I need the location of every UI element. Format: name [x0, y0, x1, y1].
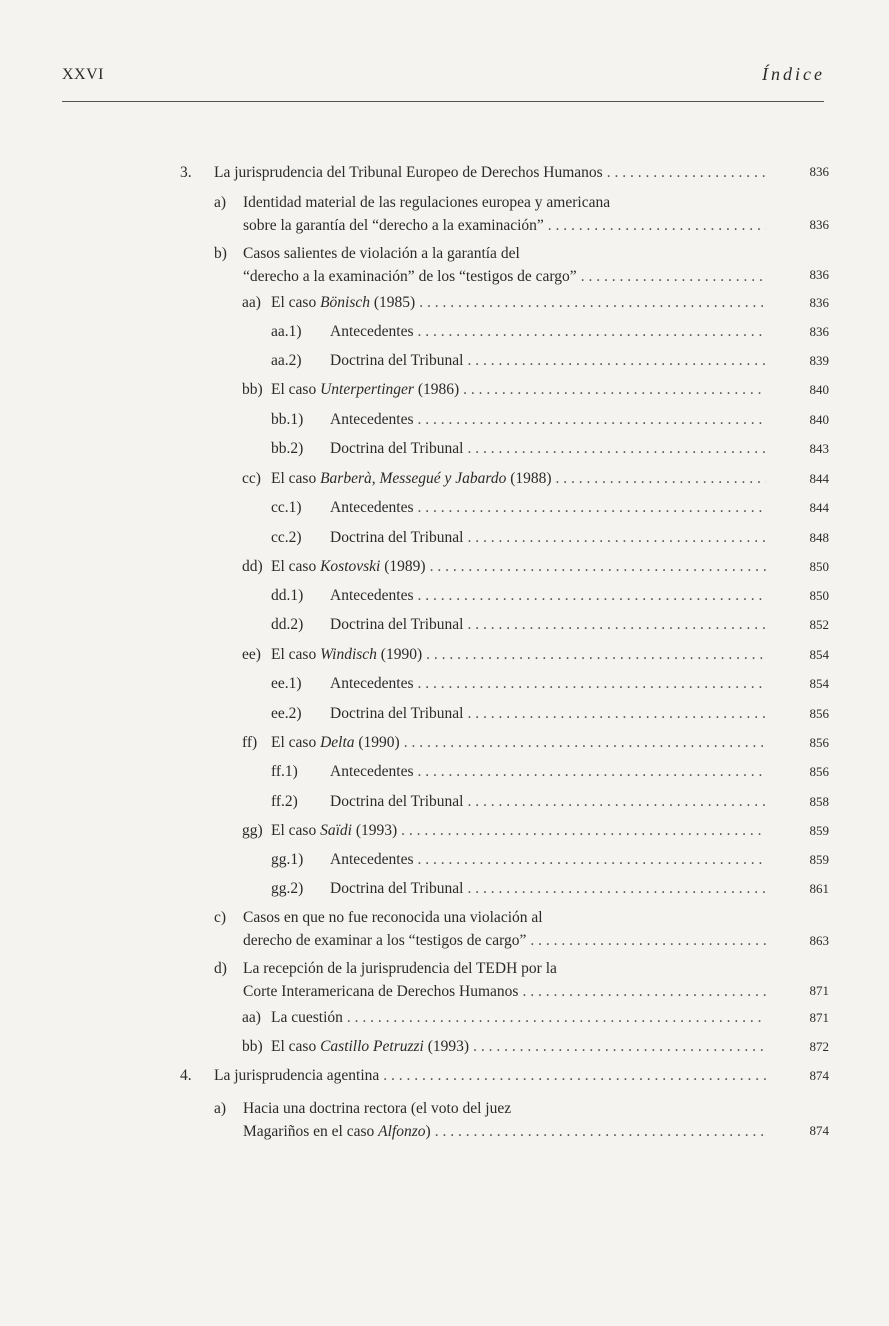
entry-number: aa.2) — [271, 352, 302, 369]
leader-dots — [467, 877, 766, 900]
entry-title: Antecedentes — [330, 411, 414, 428]
page-number: 839 — [809, 353, 829, 368]
toc-entry[interactable] — [242, 731, 770, 754]
leader-dots — [418, 320, 767, 343]
leader-dots — [607, 161, 766, 184]
entry-title: Antecedentes — [330, 323, 414, 340]
entry-title-cont: sobre la garantía del “derecho a la examinación” — [243, 217, 544, 234]
leader-dots — [418, 584, 767, 607]
toc-entry[interactable] — [242, 378, 770, 401]
page-number: 844 — [809, 471, 829, 486]
entry-title: Doctrina del Tribunal — [330, 793, 464, 810]
entry-number: a) — [214, 1100, 227, 1117]
page-number: 854 — [809, 647, 829, 662]
entry-number: d) — [214, 960, 227, 977]
leader-dots — [401, 819, 766, 842]
closing-paren: ) — [425, 1123, 431, 1140]
leader-dots — [467, 437, 766, 460]
entry-number: ee.2) — [271, 705, 302, 722]
entry-number: gg.1) — [271, 851, 304, 868]
entry-title: Doctrina del Tribunal — [330, 616, 464, 633]
page-number: 856 — [809, 764, 829, 779]
leader-dots — [467, 613, 766, 636]
leader-dots — [467, 526, 766, 549]
toc-entry[interactable] — [271, 877, 770, 900]
entry-title: La jurisprudencia agentina — [214, 1067, 380, 1084]
toc-entry[interactable] — [271, 437, 770, 460]
toc-entry[interactable] — [271, 790, 770, 813]
entry-title: Casos en que no fue reconocida una violación al — [243, 909, 543, 926]
toc-entry[interactable] — [271, 760, 770, 783]
case-name: Bönisch — [320, 294, 371, 311]
entry-title: Identidad material de las regulaciones europea y americana — [243, 194, 611, 211]
entry-number: cc.1) — [271, 499, 302, 516]
entry-number: bb.2) — [271, 440, 304, 457]
leader-dots — [467, 702, 766, 725]
case-name: Alfonzo — [378, 1123, 426, 1140]
entry-prefix: El caso — [271, 1038, 317, 1055]
entry-number: aa) — [242, 1009, 261, 1026]
entry-title: Hacia una doctrina rectora (el voto del juez — [243, 1100, 512, 1117]
leader-dots — [418, 408, 767, 431]
entry-title: La cuestión — [271, 1009, 343, 1026]
entry-number: b) — [214, 245, 227, 262]
page-number: 861 — [809, 881, 829, 896]
page-number: 840 — [809, 382, 829, 397]
leader-dots — [522, 980, 766, 1003]
page-number: 836 — [809, 164, 829, 179]
toc-entry[interactable] — [180, 1064, 770, 1087]
entry-title: Antecedentes — [330, 851, 414, 868]
leader-dots — [418, 848, 767, 871]
leader-dots — [556, 467, 766, 490]
toc-entry[interactable] — [271, 496, 770, 519]
leader-dots — [581, 265, 766, 288]
leader-dots — [430, 555, 766, 578]
page-number: 874 — [809, 1123, 829, 1138]
page-number: 840 — [809, 412, 829, 427]
entry-number: dd.2) — [271, 616, 304, 633]
entry-number: dd) — [242, 558, 263, 575]
toc-entry[interactable] — [271, 349, 770, 372]
page-number: 871 — [809, 983, 829, 998]
entry-number: aa) — [242, 294, 261, 311]
entry-number: 3. — [180, 164, 192, 181]
toc-entry[interactable] — [242, 1006, 770, 1029]
case-name: Unterpertinger — [320, 381, 414, 398]
entry-title: Antecedentes — [330, 675, 414, 692]
entry-title-cont: derecho de examinar a los “testigos de cargo” — [243, 932, 527, 949]
entry-number: bb) — [242, 1038, 263, 1055]
page-number: 850 — [809, 559, 829, 574]
entry-number: ff.2) — [271, 793, 298, 810]
page-header-numeral: XXVI — [62, 66, 104, 83]
page-number: 856 — [809, 735, 829, 750]
entry-number: bb.1) — [271, 411, 304, 428]
case-year: (1993) — [427, 1038, 470, 1055]
entry-number: gg.2) — [271, 880, 304, 897]
page-number: 848 — [809, 530, 829, 545]
entry-number: ff) — [242, 734, 258, 751]
toc-entry[interactable] — [214, 1097, 770, 1143]
toc-entry[interactable] — [214, 242, 770, 288]
case-year: (1985) — [373, 294, 416, 311]
entry-title-cont: “derecho a la examinación” de los “testigos de cargo” — [243, 268, 577, 285]
case-name: Castillo Petruzzi — [320, 1038, 424, 1055]
entry-prefix: El caso — [271, 381, 317, 398]
leader-dots — [404, 731, 766, 754]
leader-dots — [463, 378, 766, 401]
page-number: 871 — [809, 1010, 829, 1025]
toc-entry[interactable] — [271, 320, 770, 343]
entry-title: Antecedentes — [330, 763, 414, 780]
leader-dots — [548, 214, 766, 237]
entry-number: ee.1) — [271, 675, 302, 692]
toc-entry[interactable] — [271, 848, 770, 871]
toc-entry[interactable] — [271, 672, 770, 695]
case-year: (1993) — [355, 822, 398, 839]
entry-number: ee) — [242, 646, 261, 663]
page-number: 844 — [809, 500, 829, 515]
case-name: Windisch — [320, 646, 377, 663]
entry-prefix: El caso — [271, 646, 317, 663]
entry-title: Antecedentes — [330, 499, 414, 516]
case-year: (1989) — [384, 558, 426, 575]
toc-entry[interactable] — [214, 906, 770, 952]
leader-dots — [383, 1064, 766, 1087]
entry-number: bb) — [242, 381, 263, 398]
page-number: 863 — [809, 933, 829, 948]
page-number: 836 — [809, 267, 829, 282]
leader-dots — [467, 790, 766, 813]
entry-number: cc) — [242, 470, 261, 487]
toc-entry[interactable] — [242, 819, 770, 842]
leader-dots — [418, 672, 767, 695]
leader-dots — [530, 929, 766, 952]
toc-entry[interactable] — [271, 702, 770, 725]
leader-dots — [467, 349, 766, 372]
entry-title: Doctrina del Tribunal — [330, 880, 464, 897]
page-number: 852 — [809, 617, 829, 632]
case-name: Delta — [320, 734, 355, 751]
page-number: 859 — [809, 823, 829, 838]
toc-entry[interactable] — [271, 526, 770, 549]
toc-entry[interactable] — [242, 643, 770, 666]
case-name: Saïdi — [320, 822, 352, 839]
leader-dots — [419, 291, 766, 314]
entry-title: Doctrina del Tribunal — [330, 705, 464, 722]
entry-title: La jurisprudencia del Tribunal Europeo de Derechos Humanos — [214, 164, 603, 181]
toc-entry[interactable] — [242, 1035, 770, 1058]
entry-number: ff.1) — [271, 763, 298, 780]
page-number: 872 — [809, 1039, 829, 1054]
toc-entry[interactable] — [214, 957, 770, 1003]
page-number: 856 — [809, 706, 829, 721]
entry-prefix: El caso — [271, 294, 317, 311]
entry-title: Antecedentes — [330, 587, 414, 604]
entry-number: c) — [214, 909, 227, 926]
case-name: Kostovski — [320, 558, 381, 575]
toc-entry[interactable] — [214, 191, 770, 237]
toc-entry[interactable] — [242, 467, 770, 490]
leader-dots — [426, 643, 766, 666]
entry-prefix: El caso — [271, 470, 317, 487]
entry-title: Doctrina del Tribunal — [330, 352, 464, 369]
entry-number: a) — [214, 194, 227, 211]
entry-title: Doctrina del Tribunal — [330, 440, 464, 457]
page-number: 854 — [809, 676, 829, 691]
toc-entry[interactable] — [242, 291, 770, 314]
page-number: 850 — [809, 588, 829, 603]
toc-entry[interactable] — [180, 161, 770, 184]
leader-dots — [473, 1035, 766, 1058]
leader-dots — [347, 1006, 766, 1029]
entry-title: La recepción de la jurisprudencia del TEDH por la — [243, 960, 557, 977]
case-year: (1990) — [358, 734, 400, 751]
page-number: 859 — [809, 852, 829, 867]
page-number: 858 — [809, 794, 829, 809]
page-header-title: Índice — [762, 64, 825, 84]
leader-dots — [418, 760, 767, 783]
leader-dots — [435, 1120, 766, 1143]
case-name: Barberà, Messegué y Jabardo — [320, 470, 507, 487]
page-number: 874 — [809, 1068, 829, 1083]
case-year: (1988) — [510, 470, 552, 487]
entry-title: Doctrina del Tribunal — [330, 529, 464, 546]
entry-number: 4. — [180, 1067, 192, 1084]
entry-prefix: El caso — [271, 822, 317, 839]
entry-title-cont: Magariños en el caso — [243, 1123, 375, 1140]
page-number: 836 — [809, 217, 829, 232]
page-number: 836 — [809, 324, 829, 339]
entry-title: Casos salientes de violación a la garantía del — [243, 245, 520, 262]
entry-number: gg) — [242, 822, 263, 839]
toc-entry[interactable] — [242, 555, 770, 578]
entry-title-cont: Corte Interamericana de Derechos Humanos — [243, 983, 519, 1000]
page-number: 843 — [809, 441, 829, 456]
page-number: 836 — [809, 295, 829, 310]
entry-number: dd.1) — [271, 587, 304, 604]
toc-entry[interactable] — [271, 584, 770, 607]
entry-prefix: El caso — [271, 558, 317, 575]
case-year: (1990) — [380, 646, 423, 663]
toc-entry[interactable] — [271, 408, 770, 431]
case-year: (1986) — [417, 381, 460, 398]
entry-number: aa.1) — [271, 323, 302, 340]
toc-entry[interactable] — [271, 613, 770, 636]
entry-prefix: El caso — [271, 734, 317, 751]
entry-number: cc.2) — [271, 529, 302, 546]
leader-dots — [418, 496, 767, 519]
